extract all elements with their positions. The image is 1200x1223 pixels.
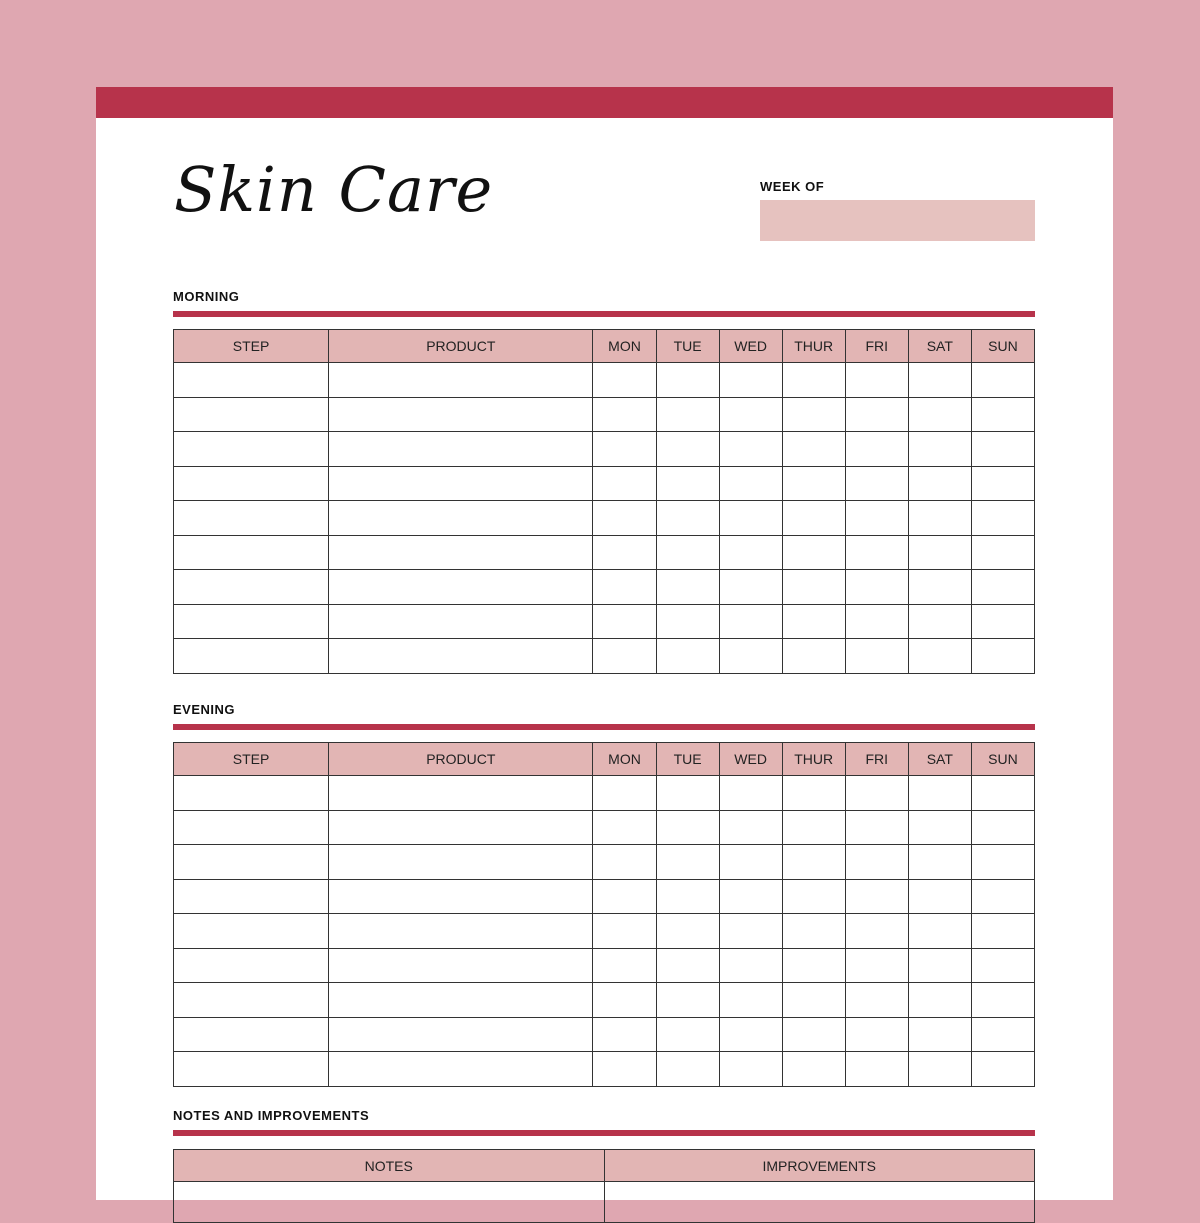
cell-sat[interactable] [908,879,971,914]
cell-fri[interactable] [845,948,908,983]
table-row [174,776,1035,811]
cell-wed[interactable] [719,363,782,398]
notes-section-rule [173,1130,1035,1136]
cell-step[interactable] [174,466,329,501]
cell-sun[interactable] [971,397,1034,432]
cell-mon[interactable] [593,948,656,983]
morning-header-row [174,330,1035,363]
cell-thur[interactable] [782,845,845,880]
notes-table [173,1149,1035,1223]
column-header-product: PRODUCT [329,743,593,776]
cell-sat[interactable] [908,397,971,432]
cell-sat[interactable] [908,810,971,845]
cell-sun[interactable] [971,1052,1034,1087]
cell-fri[interactable] [845,466,908,501]
cell-step[interactable] [174,432,329,467]
cell-wed[interactable] [719,1017,782,1052]
table-row [174,604,1035,639]
cell-product[interactable] [329,639,593,674]
cell-sun[interactable] [971,570,1034,605]
cell-tue[interactable] [656,432,719,467]
cell-fri[interactable] [845,1052,908,1087]
cell-product[interactable] [329,397,593,432]
cell-product[interactable] [329,983,593,1018]
notes-row [174,1182,1035,1223]
cell-mon[interactable] [593,914,656,949]
page-title: Skin Care [174,153,494,226]
evening-section-label: EVENING [173,702,236,717]
cell-tue[interactable] [656,1017,719,1052]
cell-mon[interactable] [593,501,656,536]
cell-wed[interactable] [719,501,782,536]
cell-step[interactable] [174,1017,329,1052]
cell-sat[interactable] [908,363,971,398]
cell-step[interactable] [174,948,329,983]
column-header-mon: MON [593,330,656,363]
column-header-tue: TUE [656,330,719,363]
cell-wed[interactable] [719,776,782,811]
cell-thur[interactable] [782,432,845,467]
cell-step[interactable] [174,914,329,949]
cell-thur[interactable] [782,983,845,1018]
cell-sun[interactable] [971,535,1034,570]
cell-mon[interactable] [593,570,656,605]
evening-section-rule [173,724,1035,730]
cell-step[interactable] [174,363,329,398]
cell-tue[interactable] [656,466,719,501]
cell-step[interactable] [174,810,329,845]
cell-mon[interactable] [593,879,656,914]
cell-sun[interactable] [971,604,1034,639]
column-header-fri: FRI [845,330,908,363]
cell-sat[interactable] [908,570,971,605]
cell-sun[interactable] [971,810,1034,845]
column-header-step: STEP [174,330,329,363]
cell-sun[interactable] [971,501,1034,536]
cell-fri[interactable] [845,501,908,536]
cell-wed[interactable] [719,879,782,914]
cell-sun[interactable] [971,466,1034,501]
cell-product[interactable] [329,466,593,501]
column-header-sun: SUN [971,330,1034,363]
cell-wed[interactable] [719,570,782,605]
cell-wed[interactable] [719,948,782,983]
cell-mon[interactable] [593,1052,656,1087]
morning-section-rule [173,311,1035,317]
column-header-fri: FRI [845,743,908,776]
column-header-improvements: IMPROVEMENTS [604,1150,1035,1182]
cell-sat[interactable] [908,914,971,949]
cell-thur[interactable] [782,639,845,674]
column-header-wed: WED [719,330,782,363]
cell-thur[interactable] [782,1052,845,1087]
cell-tue[interactable] [656,810,719,845]
cell-product[interactable] [329,501,593,536]
morning-section-label: MORNING [173,289,240,304]
cell-product[interactable] [329,948,593,983]
cell-thur[interactable] [782,501,845,536]
cell-sat[interactable] [908,1052,971,1087]
cell-sat[interactable] [908,432,971,467]
cell-sun[interactable] [971,879,1034,914]
column-header-wed: WED [719,743,782,776]
table-row [174,363,1035,398]
cell-step[interactable] [174,570,329,605]
cell-fri[interactable] [845,776,908,811]
cell-tue[interactable] [656,639,719,674]
cell-fri[interactable] [845,397,908,432]
cell-fri[interactable] [845,363,908,398]
column-header-notes: NOTES [174,1150,605,1182]
cell-wed[interactable] [719,432,782,467]
cell-product[interactable] [329,363,593,398]
column-header-product: PRODUCT [329,330,593,363]
cell-product[interactable] [329,810,593,845]
cell-wed[interactable] [719,397,782,432]
top-accent-bar [96,87,1113,118]
cell-tue[interactable] [656,535,719,570]
cell-step[interactable] [174,639,329,674]
cell-step[interactable] [174,983,329,1018]
cell-mon[interactable] [593,397,656,432]
cell-step[interactable] [174,776,329,811]
column-header-sat: SAT [908,330,971,363]
cell-mon[interactable] [593,1017,656,1052]
table-row [174,810,1035,845]
cell-sat[interactable] [908,604,971,639]
cell-tue[interactable] [656,1052,719,1087]
notes-cell[interactable] [174,1182,605,1223]
cell-wed[interactable] [719,983,782,1018]
planner-sheet [96,87,1113,1200]
cell-product[interactable] [329,570,593,605]
column-header-sat: SAT [908,743,971,776]
cell-sun[interactable] [971,983,1034,1018]
table-row [174,466,1035,501]
cell-sat[interactable] [908,466,971,501]
cell-fri[interactable] [845,810,908,845]
improvements-cell[interactable] [604,1182,1035,1223]
cell-thur[interactable] [782,914,845,949]
cell-tue[interactable] [656,845,719,880]
cell-tue[interactable] [656,501,719,536]
cell-thur[interactable] [782,776,845,811]
table-row [174,1052,1035,1087]
cell-sun[interactable] [971,432,1034,467]
cell-tue[interactable] [656,604,719,639]
cell-thur[interactable] [782,466,845,501]
table-row [174,501,1035,536]
table-row [174,397,1035,432]
cell-fri[interactable] [845,432,908,467]
table-row [174,983,1035,1018]
morning-table [173,329,1035,674]
cell-step[interactable] [174,501,329,536]
cell-sun[interactable] [971,363,1034,398]
cell-mon[interactable] [593,810,656,845]
cell-wed[interactable] [719,1052,782,1087]
table-row [174,1017,1035,1052]
cell-sat[interactable] [908,776,971,811]
column-header-mon: MON [593,743,656,776]
cell-product[interactable] [329,432,593,467]
cell-sat[interactable] [908,639,971,674]
cell-tue[interactable] [656,914,719,949]
cell-wed[interactable] [719,604,782,639]
cell-tue[interactable] [656,570,719,605]
cell-thur[interactable] [782,535,845,570]
cell-sun[interactable] [971,948,1034,983]
cell-product[interactable] [329,879,593,914]
cell-thur[interactable] [782,810,845,845]
cell-step[interactable] [174,535,329,570]
cell-thur[interactable] [782,604,845,639]
cell-tue[interactable] [656,776,719,811]
evening-header-row [174,743,1035,776]
cell-sun[interactable] [971,639,1034,674]
cell-sat[interactable] [908,501,971,536]
cell-mon[interactable] [593,639,656,674]
cell-thur[interactable] [782,363,845,398]
cell-sun[interactable] [971,845,1034,880]
cell-mon[interactable] [593,432,656,467]
cell-thur[interactable] [782,879,845,914]
cell-step[interactable] [174,397,329,432]
week-of-label: WEEK OF [760,179,825,194]
cell-step[interactable] [174,845,329,880]
cell-step[interactable] [174,879,329,914]
table-row [174,535,1035,570]
cell-fri[interactable] [845,983,908,1018]
cell-wed[interactable] [719,466,782,501]
cell-wed[interactable] [719,810,782,845]
cell-product[interactable] [329,604,593,639]
cell-sat[interactable] [908,1017,971,1052]
cell-fri[interactable] [845,570,908,605]
cell-tue[interactable] [656,879,719,914]
cell-mon[interactable] [593,845,656,880]
cell-fri[interactable] [845,639,908,674]
cell-fri[interactable] [845,845,908,880]
column-header-thur: THUR [782,743,845,776]
table-row [174,432,1035,467]
cell-mon[interactable] [593,466,656,501]
column-header-sun: SUN [971,743,1034,776]
morning-table-body [174,363,1035,674]
cell-product[interactable] [329,1017,593,1052]
evening-table [173,742,1035,1087]
table-row [174,570,1035,605]
cell-thur[interactable] [782,1017,845,1052]
cell-step[interactable] [174,604,329,639]
cell-sun[interactable] [971,776,1034,811]
cell-thur[interactable] [782,397,845,432]
cell-sun[interactable] [971,1017,1034,1052]
table-row [174,879,1035,914]
cell-tue[interactable] [656,397,719,432]
evening-table-body [174,776,1035,1087]
cell-fri[interactable] [845,914,908,949]
cell-product[interactable] [329,1052,593,1087]
cell-product[interactable] [329,914,593,949]
cell-thur[interactable] [782,948,845,983]
notes-section-label: NOTES AND IMPROVEMENTS [173,1108,370,1123]
cell-tue[interactable] [656,363,719,398]
cell-mon[interactable] [593,363,656,398]
cell-fri[interactable] [845,604,908,639]
notes-header-row [174,1150,1035,1182]
cell-sat[interactable] [908,948,971,983]
cell-sat[interactable] [908,845,971,880]
cell-wed[interactable] [719,845,782,880]
cell-sun[interactable] [971,914,1034,949]
cell-thur[interactable] [782,570,845,605]
cell-mon[interactable] [593,776,656,811]
cell-step[interactable] [174,1052,329,1087]
week-of-field[interactable] [760,200,1035,241]
cell-mon[interactable] [593,535,656,570]
cell-tue[interactable] [656,948,719,983]
cell-mon[interactable] [593,983,656,1018]
cell-mon[interactable] [593,604,656,639]
cell-tue[interactable] [656,983,719,1018]
cell-sat[interactable] [908,983,971,1018]
table-row [174,914,1035,949]
column-header-tue: TUE [656,743,719,776]
cell-fri[interactable] [845,879,908,914]
table-row [174,639,1035,674]
cell-wed[interactable] [719,639,782,674]
cell-fri[interactable] [845,1017,908,1052]
column-header-thur: THUR [782,330,845,363]
cell-sat[interactable] [908,535,971,570]
cell-product[interactable] [329,535,593,570]
column-header-step: STEP [174,743,329,776]
cell-wed[interactable] [719,535,782,570]
cell-product[interactable] [329,776,593,811]
cell-fri[interactable] [845,535,908,570]
cell-product[interactable] [329,845,593,880]
cell-wed[interactable] [719,914,782,949]
table-row [174,845,1035,880]
table-row [174,948,1035,983]
